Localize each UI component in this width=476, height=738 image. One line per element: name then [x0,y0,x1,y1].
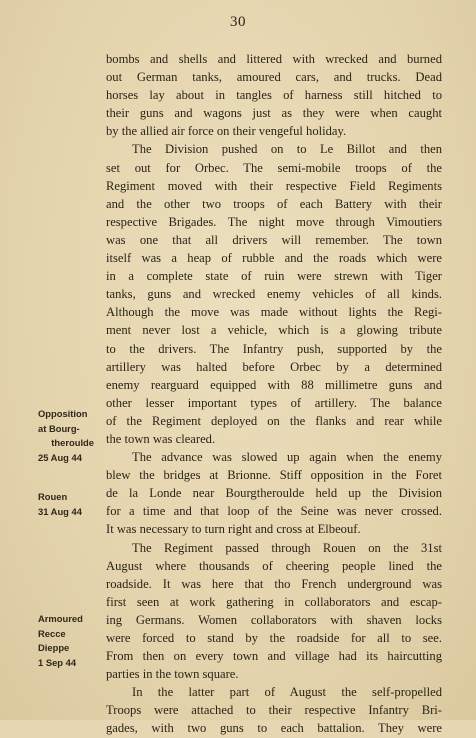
text-line: in a complete state of ruin were strewn with Tiger [106,269,442,284]
body-text [106,50,442,738]
text-line: The Regiment passed through Rouen on the 31st [132,540,442,555]
text-line: set out for Orbec. The semi-mobile troops of the [106,160,442,175]
text-line: out German tanks, amoured cars, and trucks. Dead [106,70,442,85]
text-line: tanks, guns and wrecked enemy vehicles of all kinds. [106,287,442,302]
margin-note-line: theroulde [51,437,94,448]
text-line: It was necessary to turn right and cross at Elbeouf. [106,522,361,537]
text-line: respective Brigades. The night move through Vimoutiers [106,214,442,229]
margin-note-line: Dieppe [38,642,70,653]
text-line: The advance was slowed up again when the enemy [132,450,442,465]
margin-note-line: Armoured [38,613,83,624]
text-line: roadside. It was here that tho French underground was [106,576,442,591]
text-line: enemy rearguard equipped with 88 millimetre guns and [106,377,442,392]
text-line: From then on every town and village had its haircutting [106,649,442,664]
margin-note-line: 1 Sep 44 [38,656,77,668]
text-line: horses lay about in tangles of harness still hitched to [106,88,442,103]
text-line: August where thousands of cheering people lined the [106,558,442,573]
text-line: were forced to stand by the roadside for all to see. [106,631,442,645]
margin-note-line: 31 Aug 44 [38,505,82,517]
text-line: for a time and that loop of the Seine was never crossed. [106,504,442,519]
text-line: The Division pushed on to Le Billot and then [132,142,442,157]
text-line: de la Londe near Bourgtheroulde held up the Division [106,486,442,501]
text-line: of the Regiment deployed on the flanks and rear while [106,413,442,428]
text-line: the town was cleared. [106,431,216,446]
text-line: their guns and wagons just as they were when caught [106,106,442,121]
margin-note-line: Recce [38,627,66,639]
text-line: Although the move was made without lights the Regi- [106,305,442,320]
text-line: other lesser important types of artillery. The balance [106,395,442,410]
margin-note-line: 25 Aug 44 [38,451,82,463]
text-line: and the other two troops of each Battery with their [106,196,442,211]
margin-notes [0,0,100,720]
margin-note-line: at Bourg- [38,422,80,434]
text-line: first seen at work gathering in collaborators and escap- [106,594,442,609]
text-line: was one that all drivers will remember. The town [106,232,442,247]
text-line: gades, with two guns to each battalion. They were [106,721,442,736]
text-line: In the latter part of August the self-propelled [132,685,442,700]
text-line: Troops were attached to their respective Infantry Bri- [106,703,442,718]
text-line: parties in the town square. [106,667,239,682]
margin-note-opposition [38,407,108,465]
text-line: itself was a heap of rubble and the roads which were [106,251,442,266]
text-line: by the allied air force on their vengeful holiday. [106,124,347,139]
text-line: to the drivers. The Infantry push, supported by the [106,341,442,356]
text-line: bombs and shells and littered with wrecked and burned [106,52,442,66]
margin-note-armoured-recce [38,612,108,670]
margin-note-rouen [38,490,108,519]
text-line: Regiment moved with their respective Field Regiments [106,178,442,193]
page-number: 30 [230,14,246,30]
text-line: ing Germans. Women collaborators with shaven locks [106,612,442,627]
margin-note-line: Rouen [38,491,68,502]
text-line: artillery was halted before Orbec by a determined [106,359,442,374]
margin-note-line: Opposition [38,408,88,419]
text-line: ment never lost a vehicle, which is a glowing tribute [106,323,442,338]
text-line: blew the bridges at Brionne. Stiff opposition in the Foret [106,468,442,483]
